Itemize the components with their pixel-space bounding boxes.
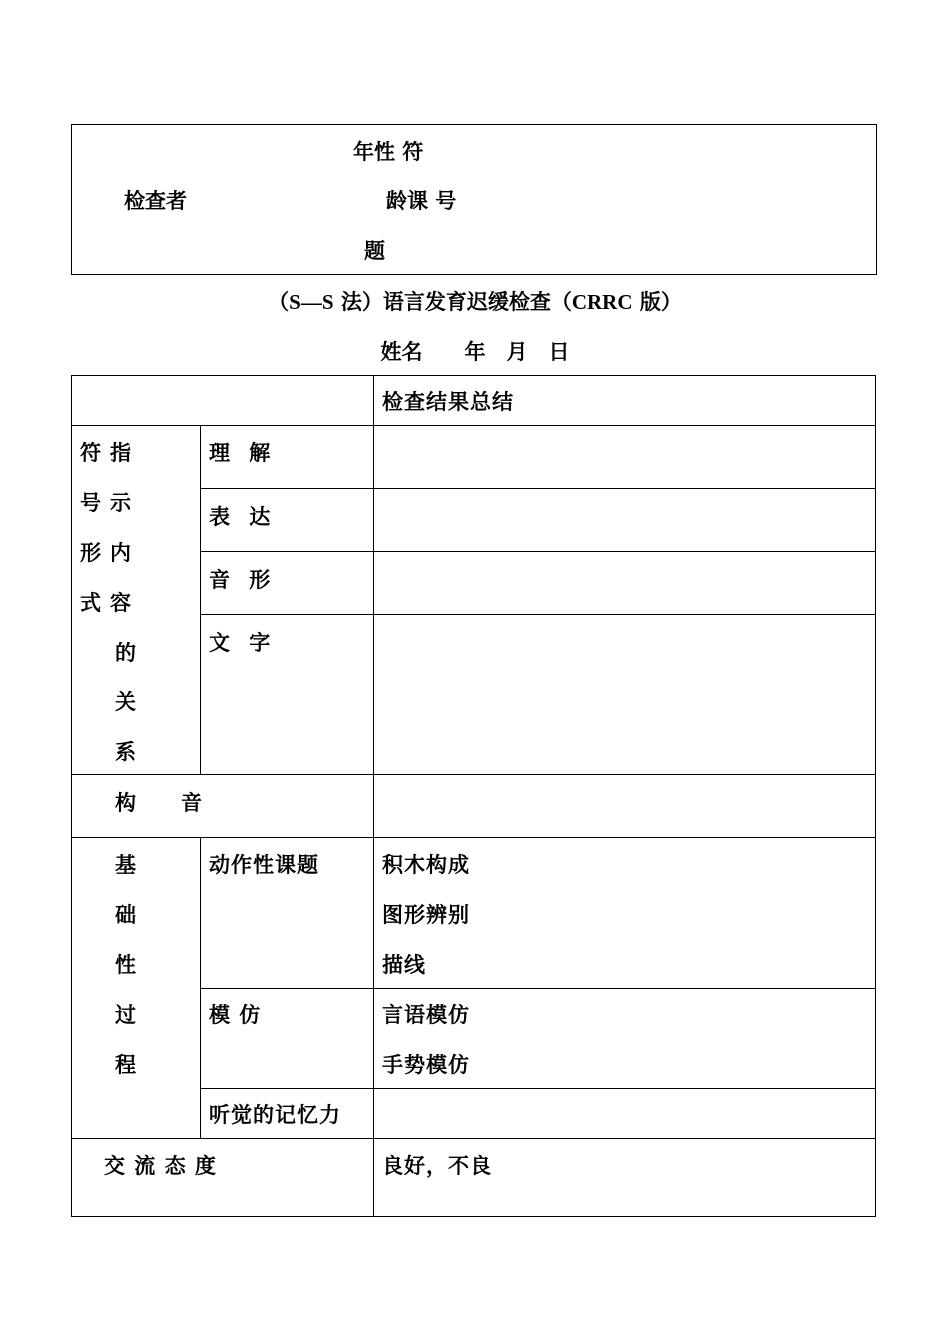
vertical-char: 系 [115, 740, 137, 764]
vertical-char: 关 [115, 690, 137, 714]
age-sex-symbol-line3: 题 [364, 239, 385, 263]
vertical-char: 式 [80, 591, 102, 615]
vertical-char: 符 [80, 441, 102, 465]
vertical-char: 性 [115, 953, 137, 977]
vertical-char: 内 [110, 541, 132, 565]
examiner-label: 检查者 [124, 189, 187, 213]
row-label-articulation: 构 音 [115, 791, 203, 815]
vertical-char: 基 [115, 853, 137, 877]
list-item: 描线 [382, 953, 426, 977]
vertical-char: 过 [115, 1003, 137, 1027]
row-label-expression: 表 达 [209, 505, 277, 529]
list-item: 手势模仿 [382, 1053, 470, 1077]
vertical-char: 指 [110, 441, 132, 465]
vertical-char: 号 [80, 491, 102, 515]
communication-value: 良好，不良 [382, 1154, 492, 1178]
row-label-comprehension: 理 解 [209, 441, 277, 465]
row-label-auditory-memory: 听觉的记忆力 [209, 1103, 341, 1127]
vertical-char: 示 [110, 491, 132, 515]
header-info-box [71, 124, 877, 275]
row-label-sound-form: 音 形 [209, 568, 277, 592]
name-date-line: 姓名 年 月 日 [380, 340, 570, 364]
age-sex-symbol-line1: 年性 符 [353, 140, 424, 164]
row-label-action-tasks: 动作性课题 [209, 853, 319, 877]
summary-header: 检查结果总结 [382, 390, 514, 414]
row-label-imitation: 模 仿 [209, 1003, 262, 1027]
vertical-char: 程 [115, 1053, 137, 1077]
row-label-communication-attitude: 交 流 态 度 [104, 1154, 217, 1178]
document-title: （S—S 法）语言发育迟缓检查（CRRC 版） [268, 290, 682, 314]
age-sex-symbol-line2: 龄课 号 [386, 189, 457, 213]
row-label-written-word: 文 字 [209, 631, 277, 655]
list-item: 言语模仿 [382, 1003, 470, 1027]
list-item: 积木构成 [382, 853, 470, 877]
vertical-char: 形 [80, 541, 102, 565]
vertical-char: 的 [115, 641, 137, 665]
list-item: 图形辨别 [382, 903, 470, 927]
vertical-char: 容 [110, 591, 132, 615]
vertical-char: 础 [115, 903, 137, 927]
